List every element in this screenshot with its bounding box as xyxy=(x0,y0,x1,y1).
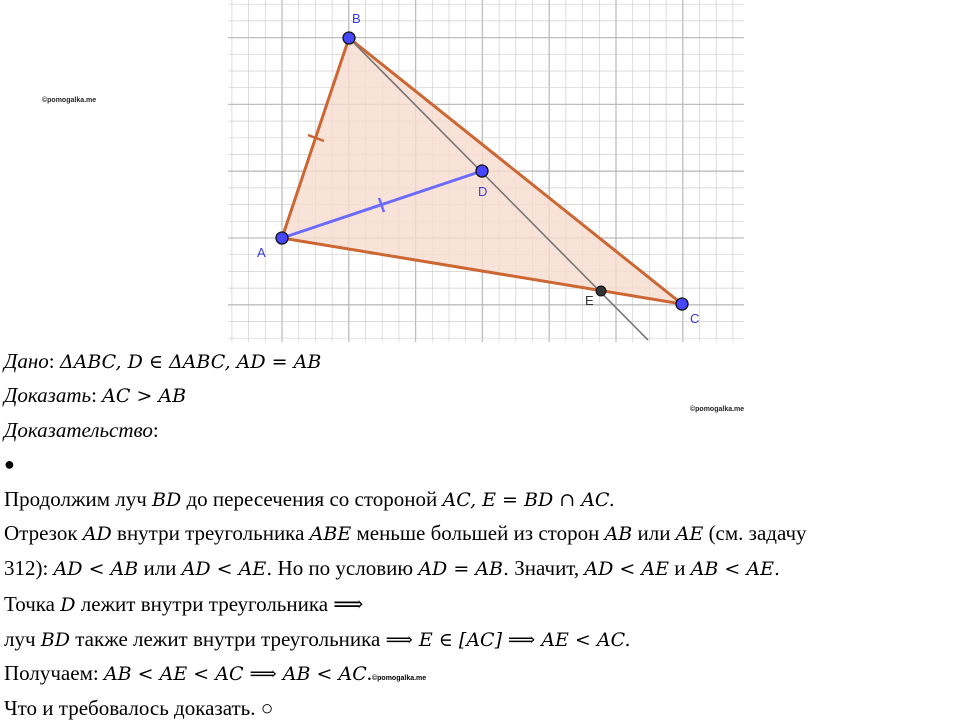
text: Точка xyxy=(4,592,61,616)
math: AE xyxy=(675,523,704,545)
proof-line-5 xyxy=(4,627,631,652)
math: AD xyxy=(82,523,112,545)
prove-math: AC > AB xyxy=(102,385,187,407)
text: Продолжим луч xyxy=(4,487,153,511)
math: ABE xyxy=(309,523,352,545)
math: AD < AB xyxy=(53,558,139,580)
given-label: Дано xyxy=(4,349,49,373)
text: и xyxy=(668,556,691,580)
text: или xyxy=(632,521,676,545)
point-b xyxy=(343,32,355,44)
text: . xyxy=(366,661,372,685)
triangle-diagram xyxy=(0,0,960,345)
math: AB xyxy=(604,523,633,545)
proof-line-1 xyxy=(4,487,615,512)
text: Но по условию xyxy=(272,556,419,580)
math: AD < AE. xyxy=(181,558,273,580)
math: ⟹ E ∈ [AC] ⟹ AE < AC. xyxy=(385,629,631,651)
prove-label: Доказать xyxy=(4,383,92,407)
text: (см. задачу xyxy=(703,521,807,545)
math: AD = AB. xyxy=(418,558,510,580)
text: меньше большей из сторон xyxy=(351,521,605,545)
text: также лежит внутри треугольника xyxy=(70,627,386,651)
text: Значит, xyxy=(509,556,585,580)
proof-line-6 xyxy=(4,661,426,691)
given-line: Дано: ΔABC, D ∈ ΔABC, AD = AB xyxy=(4,349,322,373)
math: AB < AE < AC ⟹ AB < AC xyxy=(103,663,367,685)
point-e xyxy=(596,286,606,296)
math: AC, E = BD ∩ AC. xyxy=(442,489,615,511)
label-c: C xyxy=(690,311,700,326)
point-d xyxy=(476,165,488,177)
point-a xyxy=(276,232,288,244)
math: AB < AE. xyxy=(690,558,781,580)
text: луч xyxy=(4,627,41,651)
proof-heading: Доказательство: xyxy=(4,418,159,442)
proof-line-4 xyxy=(4,592,363,617)
text: 312): xyxy=(4,556,54,580)
math: BD xyxy=(40,629,70,651)
text: Отрезок xyxy=(4,521,83,545)
text: внутри треугольника xyxy=(111,521,310,545)
watermark-right: ©pomogalka.me xyxy=(690,406,745,413)
math: AD < AE xyxy=(584,558,669,580)
proof-conclusion: Что и требовалось доказать. ○ xyxy=(4,696,274,720)
label-d: D xyxy=(478,184,488,199)
math: BD xyxy=(152,489,182,511)
label-e: E xyxy=(585,293,594,308)
proof-line-3 xyxy=(4,556,780,581)
watermark-top-left: ©pomogalka.me xyxy=(42,97,97,104)
math: D xyxy=(60,594,76,616)
bullet: ● xyxy=(4,454,15,474)
text: лежит внутри треугольника ⟹ xyxy=(75,592,364,616)
proof-label: Доказательство xyxy=(4,418,153,442)
watermark-inline: ©pomogalka.me xyxy=(372,675,427,682)
prove-line: Доказать: AC > AB xyxy=(4,383,187,407)
text: Получаем: xyxy=(4,661,104,685)
text: или xyxy=(138,556,182,580)
given-math: ΔABC, D ∈ ΔABC, AD = AB xyxy=(59,351,322,373)
label-a: A xyxy=(257,245,266,260)
text: до пересечения со стороной xyxy=(181,487,443,511)
label-b: B xyxy=(352,11,361,26)
proof-line-2 xyxy=(4,521,807,546)
point-c xyxy=(676,298,688,310)
geometry-figure xyxy=(0,0,960,345)
